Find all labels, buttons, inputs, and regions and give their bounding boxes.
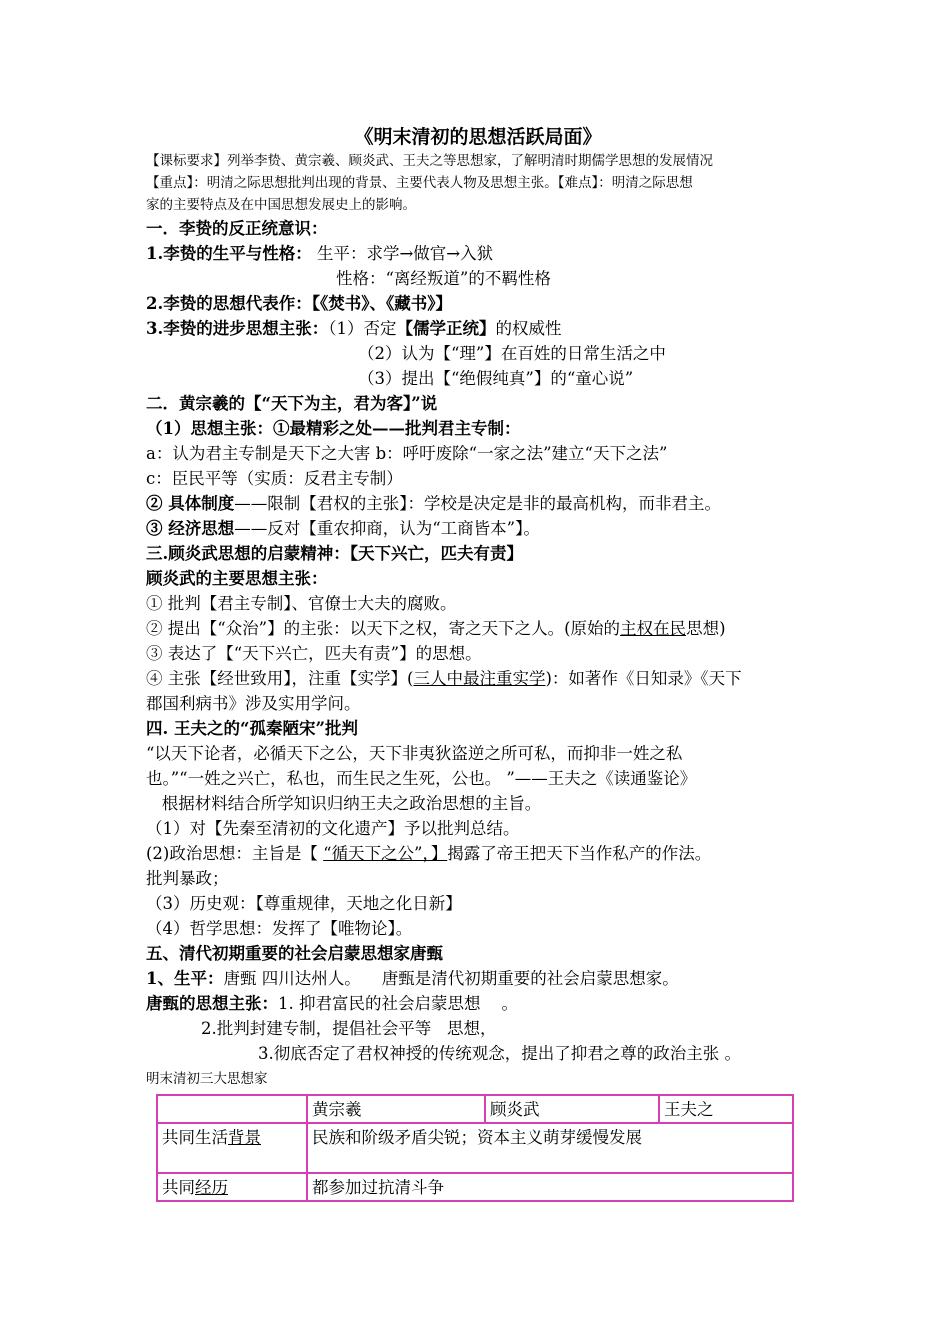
s3-item-4c: 郡国利病书》涉及实用学问。 (146, 694, 361, 713)
table-row (157, 1123, 793, 1173)
s3-item-3: ③ 表达了【“天下兴亡，匹夫有责”】的思想。 (146, 644, 482, 663)
s1-character-line: 性格：“离经叛道”的不羁性格 (336, 269, 551, 288)
s1-works-line: 2.李贽的思想代表作：【《焚书》、《藏书》】 (146, 294, 452, 313)
s1-life-line (146, 241, 810, 266)
thinkers-table (156, 1094, 794, 1202)
s5-idea-1: 1. 抑君富民的社会启蒙思想 。 (278, 994, 518, 1013)
section-5-heading: 五、清代初期重要的社会启蒙思想家唐甄 (146, 944, 443, 963)
s3-item-4a: ④ 主张【经世致用】，注重【实学】( (146, 669, 414, 688)
s5-idea-3: 3.彻底否定了君权神授的传统观念，提出了抑君之尊的政治主张 。 (258, 1044, 741, 1063)
s3-item-4 (146, 666, 810, 691)
s4-point-4: （4）哲学思想：发挥了【唯物论】。 (146, 919, 413, 938)
table-row (157, 1173, 793, 1201)
s4-point-2c: 批判暴政； (146, 869, 229, 888)
doc-title: 《明末清初的思想活跃局面》 (354, 126, 602, 148)
s1-life-text: 生平：求学→做官→入狱 (311, 244, 494, 263)
section-2-heading: 二．黄宗羲的【“天下为主，君为客】”说 (146, 394, 438, 413)
table-header-huang: 黄宗羲 (307, 1095, 485, 1123)
s3-item-2u: 主权在民 (620, 619, 687, 638)
s4-quote-2: 也。”“一姓之兴亡，私也，而生民之生死，公也。 ”——王夫之《读通鉴论》 (146, 769, 697, 788)
s1-ideas-label: 3.李贽的进步思想主张： (146, 319, 329, 338)
s2-p2-text: ——限制【君权的主张】：学校是决定是非的最高机构，而非君主。 (234, 494, 721, 513)
s2-p3-text: ——反对【重农抑商，认为“工商皆本”】。 (234, 519, 540, 538)
table-row-label-experience (157, 1173, 307, 1201)
table-header-wang: 王夫之 (659, 1095, 793, 1123)
section-3-heading: 三.顾炎武思想的启蒙精神：【天下兴亡，匹夫有责】 (146, 544, 523, 563)
s2-p3-line (146, 516, 810, 541)
s5-life-label: 1、生平： (146, 969, 224, 988)
s4-point-2 (146, 841, 810, 866)
row1-label-a: 共同生活 (162, 1128, 228, 1147)
row2-label-u: 经历 (195, 1178, 228, 1197)
s4-point-2u: “循天下之公”，】 (323, 844, 448, 863)
s1-ideas-line (146, 316, 810, 341)
table-header-row (157, 1095, 793, 1123)
s5-ideas-line (146, 991, 810, 1016)
s1-idea-2: （2）认为【“理”】在百姓的日常生活之中 (358, 344, 666, 363)
s2-a: a：认为君主专制是天下之大害 b：呼吁废除“一家之法”建立“天下之法” (146, 444, 668, 463)
s1-idea-1c: 的权威性 (495, 319, 562, 338)
s5-ideas-label: 唐甄的思想主张： (146, 994, 278, 1013)
intro-line-2: 【重点】：明清之际思想批判出现的背景、主要代表人物及思想主张。【难点】：明清之际思想 (146, 175, 693, 191)
table-row-label-background (157, 1123, 307, 1173)
s5-life-line (146, 966, 810, 991)
s4-question: 根据材料结合所学知识归纳王夫之政治思想的主旨。 (146, 794, 542, 813)
s1-idea-3: （3）提出【“绝假纯真”】的“童心说” (358, 369, 634, 388)
s3-item-2 (146, 616, 810, 641)
table-row-value-experience: 都参加过抗清斗争 (307, 1173, 793, 1201)
intro-line-3: 家的主要特点及在中国思想发展史上的影响。 (146, 197, 416, 213)
s3-item-2b: 思想) (686, 619, 726, 638)
table-row-value-background: 民族和阶级矛盾尖锐；资本主义萌芽缓慢发展 (307, 1123, 793, 1173)
s3-item-1: ① 批判【君主专制】、官僚士大夫的腐败。 (146, 594, 457, 613)
s2-p2-label: ② 具体制度 (146, 494, 235, 513)
table-caption: 明末清初三大思想家 (146, 1071, 268, 1087)
document-page (146, 124, 810, 1202)
s2-p3-label: ③ 经济思想 (146, 519, 235, 538)
table-header-gu: 顾炎武 (485, 1095, 659, 1123)
s4-point-2a: (2)政治思想：主旨是【 (146, 844, 324, 863)
s3-item-4b: )：如著作《日知录》《天下 (545, 669, 742, 688)
s4-point-2b: 揭露了帝王把天下当作私产的作法。 (447, 844, 712, 863)
s4-quote-1: “以天下论者，必循天下之公，天下非夷狄盗逆之所可私，而抑非一姓之私 (146, 744, 683, 763)
table-header-empty (157, 1095, 307, 1123)
s2-c: c：臣民平等（实质：反君主专制） (146, 469, 403, 488)
s1-idea-1b: 【儒学正统】 (396, 319, 496, 338)
row1-label-u: 背景 (228, 1128, 261, 1147)
row2-label-a: 共同 (162, 1178, 195, 1197)
s3-item-2a: ② 提出【“众治”】的主张：以天下之权，寄之天下之人。(原始的 (146, 619, 621, 638)
s2-p2-line (146, 491, 810, 516)
s1-idea-1a: （1）否定 (328, 319, 397, 338)
s3-item-4u: 三人中最注重实学 (413, 669, 546, 688)
s3-sub: 顾炎武的主要思想主张： (146, 569, 328, 588)
s1-life-label: 1.李贽的生平与性格： (146, 244, 312, 263)
section-1-heading: 一．李贽的反正统意识： (146, 219, 328, 238)
section-4-heading: 四. 王夫之的“孤秦陋宋”批判 (146, 719, 358, 738)
intro-line-1: 【课标要求】列举李贽、黄宗羲、顾炎武、王夫之等思想家，了解明清时期儒学思想的发展情况 (146, 153, 713, 169)
s4-point-1: （1）对【先秦至清初的文化遗产】予以批判总结。 (146, 819, 520, 838)
s2-sub: （1）思想主张：①最精彩之处——批判君主专制： (146, 419, 521, 438)
s5-idea-2: 2.批判封建专制，提倡社会平等 思想， (201, 1019, 497, 1038)
s4-point-3: （3）历史观：【尊重规律，天地之化日新】 (146, 894, 462, 913)
s5-life-text: 唐甄 四川达州人。 唐甄是清代初期重要的社会启蒙思想家。 (223, 969, 679, 988)
